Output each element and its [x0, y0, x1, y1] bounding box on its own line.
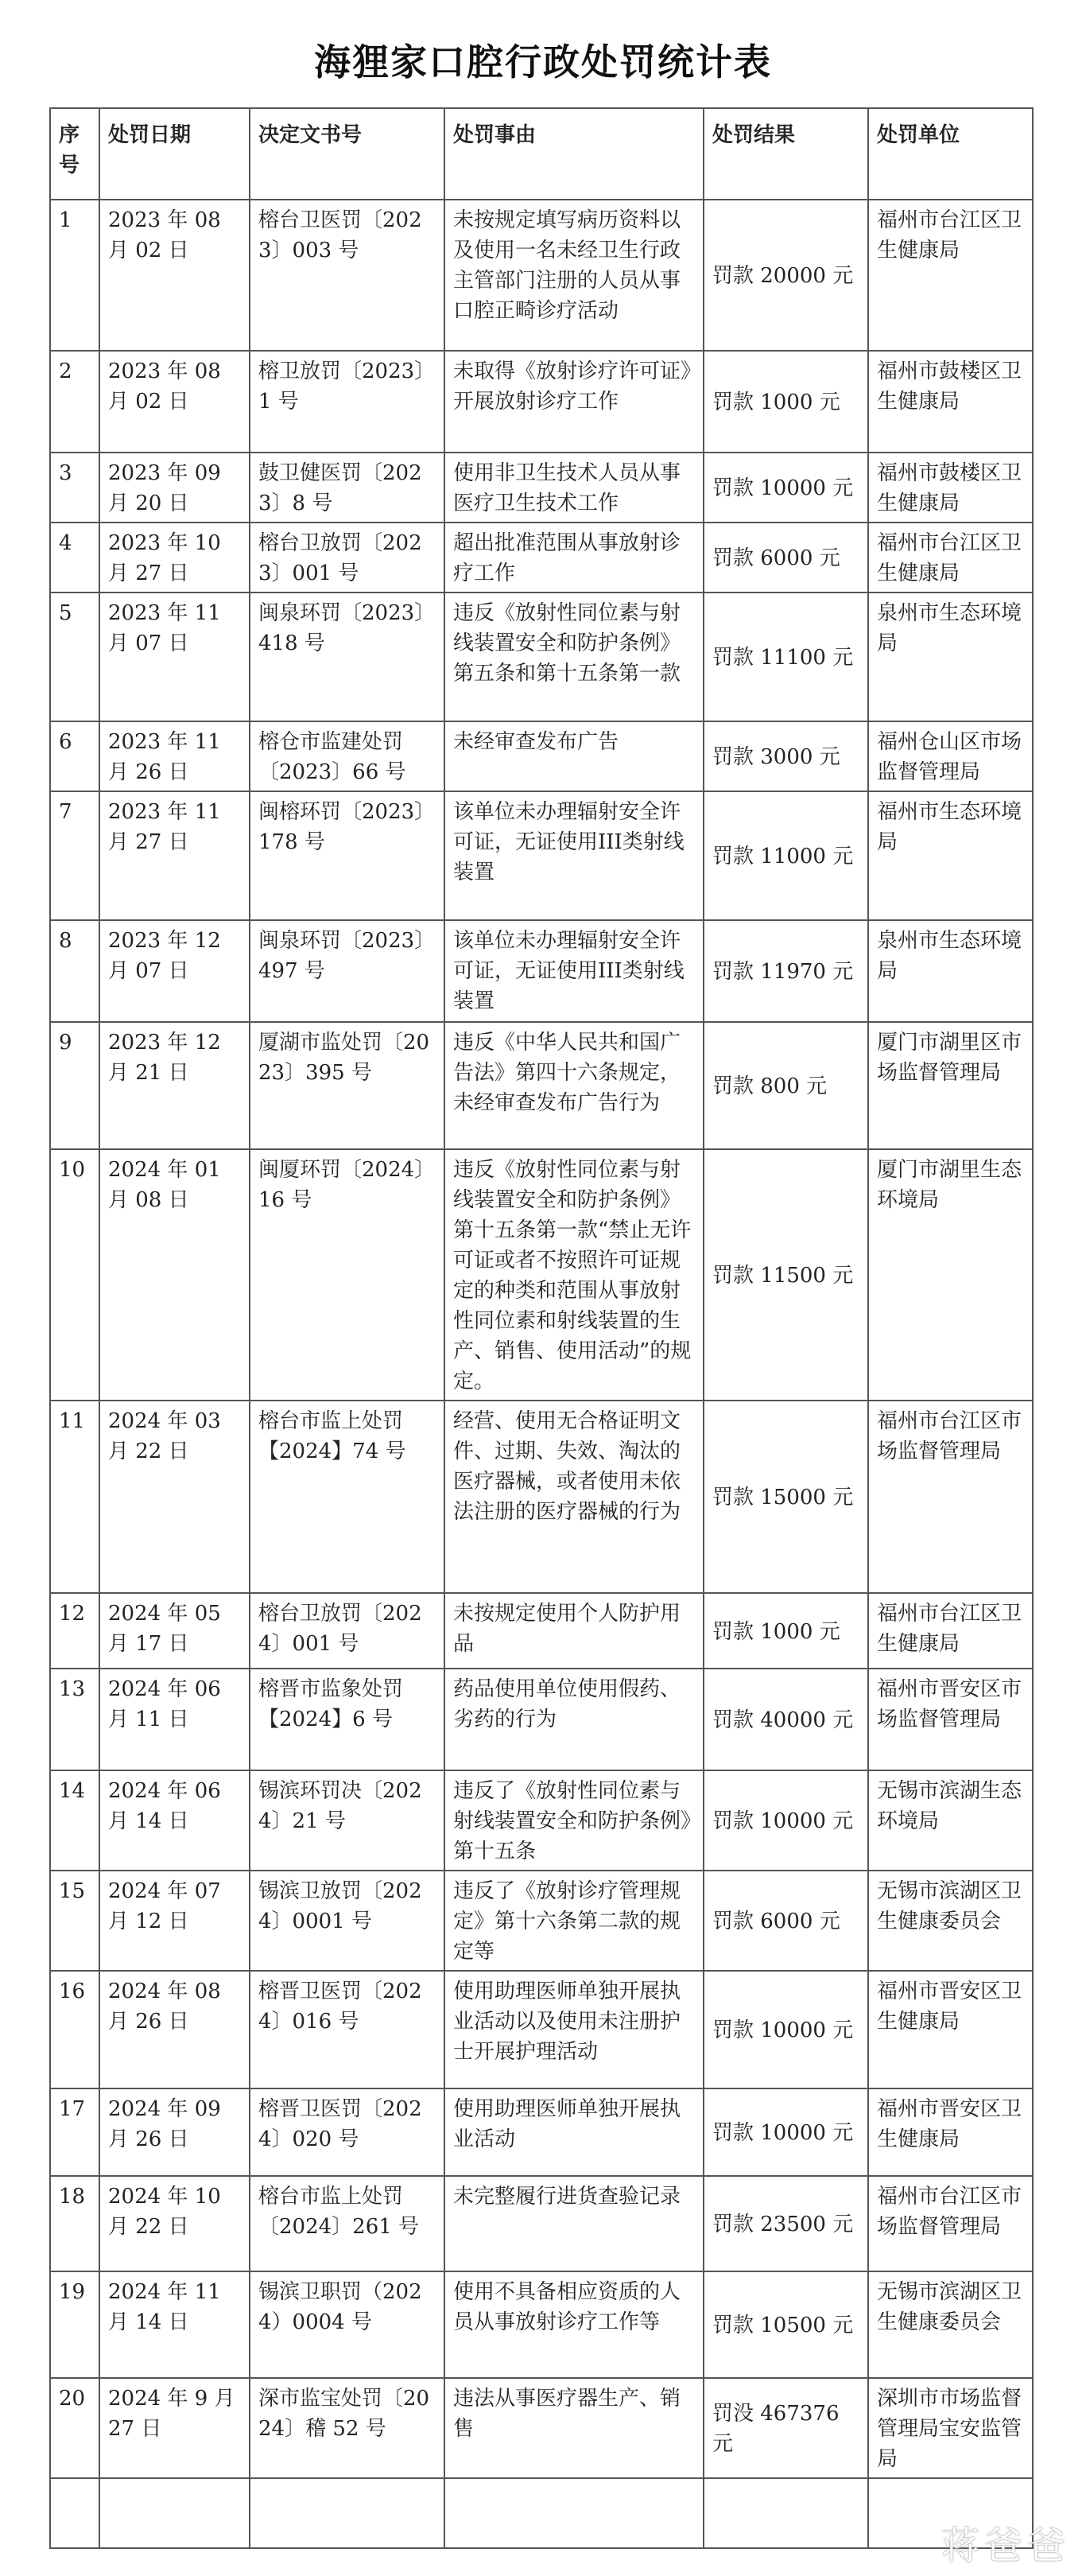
header-no: 序号 — [50, 108, 99, 200]
cell-doc: 闽榕环罚〔2023〕178 号 — [250, 791, 444, 920]
cell-reason: 未取得《放射诊疗许可证》开展放射诊疗工作 — [444, 351, 704, 453]
cell-result: 罚款 1000 元 — [704, 351, 868, 453]
table-row — [50, 453, 1033, 523]
cell-date: 2024 年 05 月 17 日 — [99, 1593, 250, 1669]
cell-unit: 福州市台江区卫生健康局 — [868, 200, 1033, 351]
cell-result: 罚款 11000 元 — [704, 791, 868, 920]
cell-date: 2024 年 01 月 08 日 — [99, 1149, 250, 1401]
cell-no: 16 — [50, 1971, 99, 2088]
table-row — [50, 1770, 1033, 1871]
cell-doc: 榕台卫放罚〔2023〕001 号 — [250, 523, 444, 593]
table-body — [50, 200, 1033, 2548]
cell-date: 2023 年 09 月 20 日 — [99, 453, 250, 523]
table-row — [50, 523, 1033, 593]
cell-unit: 无锡市滨湖区卫生健康委员会 — [868, 1871, 1033, 1971]
cell-unit: 无锡市滨湖生态环境局 — [868, 1770, 1033, 1871]
table-row — [50, 2271, 1033, 2378]
cell-date: 2024 年 03 月 22 日 — [99, 1401, 250, 1593]
cell-no: 7 — [50, 791, 99, 920]
cell-no: 10 — [50, 1149, 99, 1401]
cell-result: 罚款 11100 元 — [704, 593, 868, 721]
cell-reason: 未完整履行进货查验记录 — [444, 2176, 704, 2271]
cell-reason: 违反《中华人民共和国广告法》第四十六条规定，未经审查发布广告行为 — [444, 1022, 704, 1149]
page-title: 海狸家口腔行政处罚统计表 — [314, 41, 772, 84]
cell-date: 2023 年 08 月 02 日 — [99, 351, 250, 453]
watermark: 蒋爸爸 — [941, 2524, 1070, 2568]
header-date: 处罚日期 — [99, 108, 250, 200]
cell-date: 2023 年 08 月 02 日 — [99, 200, 250, 351]
cell-unit: 福州市生态环境局 — [868, 791, 1033, 920]
cell-result: 罚款 800 元 — [704, 1022, 868, 1149]
cell-reason: 未经审查发布广告 — [444, 721, 704, 791]
cell-no: 13 — [50, 1669, 99, 1770]
table-row — [50, 1022, 1033, 1149]
cell-unit: 福州市台江区卫生健康局 — [868, 523, 1033, 593]
cell-no: 17 — [50, 2088, 99, 2176]
table-row — [50, 593, 1033, 721]
cell-reason: 使用助理医师单独开展执业活动以及使用未注册护士开展护理活动 — [444, 1971, 704, 2088]
cell-no: 5 — [50, 593, 99, 721]
cell-doc: 厦湖市监处罚〔2023〕395 号 — [250, 1022, 444, 1149]
cell-result: 罚款 10000 元 — [704, 1971, 868, 2088]
cell-no: 12 — [50, 1593, 99, 1669]
cell-result: 罚款 23500 元 — [704, 2176, 868, 2271]
cell-reason: 该单位未办理辐射安全许可证，无证使用III类射线装置 — [444, 920, 704, 1022]
cell-date: 2023 年 12 月 07 日 — [99, 920, 250, 1022]
empty-row — [50, 2478, 1033, 2548]
table-row — [50, 1401, 1033, 1593]
cell-unit: 福州仓山区市场监督管理局 — [868, 721, 1033, 791]
cell-no: 20 — [50, 2378, 99, 2478]
cell-unit: 福州市晋安区卫生健康局 — [868, 2088, 1033, 2176]
cell-date: 2024 年 11 月 14 日 — [99, 2271, 250, 2378]
table-row — [50, 920, 1033, 1022]
table-row — [50, 1149, 1033, 1401]
cell-result: 罚款 10000 元 — [704, 453, 868, 523]
cell-doc: 锡滨环罚决〔2024〕21 号 — [250, 1770, 444, 1871]
cell-unit: 无锡市滨湖区卫生健康委员会 — [868, 2271, 1033, 2378]
cell-no: 18 — [50, 2176, 99, 2271]
header-result: 处罚结果 — [704, 108, 868, 200]
cell-doc: 闽泉环罚〔2023〕418 号 — [250, 593, 444, 721]
cell-date: 2024 年 06 月 14 日 — [99, 1770, 250, 1871]
cell-unit: 福州市鼓楼区卫生健康局 — [868, 351, 1033, 453]
penalty-table — [49, 107, 1034, 2549]
table-row — [50, 2088, 1033, 2176]
table-row — [50, 1669, 1033, 1770]
cell-result: 罚款 10000 元 — [704, 1770, 868, 1871]
cell-unit: 深圳市市场监督管理局宝安监管局 — [868, 2378, 1033, 2478]
cell-no: 4 — [50, 523, 99, 593]
cell-unit: 福州市晋安区市场监督管理局 — [868, 1669, 1033, 1770]
cell-reason: 该单位未办理辐射安全许可证，无证使用III类射线装置 — [444, 791, 704, 920]
cell-no: 15 — [50, 1871, 99, 1971]
cell-unit: 泉州市生态环境局 — [868, 593, 1033, 721]
cell-result: 罚款 10500 元 — [704, 2271, 868, 2378]
header-row — [50, 108, 1033, 200]
cell-unit: 泉州市生态环境局 — [868, 920, 1033, 1022]
table-row — [50, 791, 1033, 920]
cell-date: 2024 年 06 月 11 日 — [99, 1669, 250, 1770]
empty-cell — [99, 2478, 250, 2548]
cell-result: 罚款 10000 元 — [704, 2088, 868, 2176]
cell-no: 1 — [50, 200, 99, 351]
cell-result: 罚款 20000 元 — [704, 200, 868, 351]
cell-no: 9 — [50, 1022, 99, 1149]
table-row — [50, 721, 1033, 791]
cell-reason: 经营、使用无合格证明文件、过期、失效、淘汰的医疗器械，或者使用未依法注册的医疗器械的行为 — [444, 1401, 704, 1593]
empty-cell — [250, 2478, 444, 2548]
cell-doc: 榕晋卫医罚〔2024〕016 号 — [250, 1971, 444, 2088]
cell-doc: 榕台卫医罚〔2023〕003 号 — [250, 200, 444, 351]
cell-unit: 厦门市湖里生态环境局 — [868, 1149, 1033, 1401]
cell-doc: 锡滨卫放罚〔2024〕0001 号 — [250, 1871, 444, 1971]
header-reason: 处罚事由 — [444, 108, 704, 200]
cell-doc: 榕卫放罚〔2023〕1 号 — [250, 351, 444, 453]
cell-doc: 深市监宝处罚〔2024〕稽 52 号 — [250, 2378, 444, 2478]
table-row — [50, 200, 1033, 351]
cell-result: 罚款 6000 元 — [704, 523, 868, 593]
cell-date: 2024 年 07 月 12 日 — [99, 1871, 250, 1971]
table-row — [50, 2176, 1033, 2271]
cell-reason: 使用助理医师单独开展执业活动 — [444, 2088, 704, 2176]
cell-unit: 福州市台江区市场监督管理局 — [868, 1401, 1033, 1593]
cell-no: 8 — [50, 920, 99, 1022]
cell-reason: 未按规定使用个人防护用品 — [444, 1593, 704, 1669]
cell-reason: 违反《放射性同位素与射线装置安全和防护条例》第十五条第一款“禁止无许可证或者不按照许可证规定的种类和范围从事放射性同位素和射线装置的生产、销售、使用活动”的规定。 — [444, 1149, 704, 1401]
cell-no: 19 — [50, 2271, 99, 2378]
cell-reason: 违法从事医疗器生产、销售 — [444, 2378, 704, 2478]
cell-date: 2023 年 12 月 21 日 — [99, 1022, 250, 1149]
cell-result: 罚款 15000 元 — [704, 1401, 868, 1593]
cell-doc: 榕晋卫医罚〔2024〕020 号 — [250, 2088, 444, 2176]
cell-reason: 使用不具备相应资质的人员从事放射诊疗工作等 — [444, 2271, 704, 2378]
cell-no: 3 — [50, 453, 99, 523]
cell-reason: 药品使用单位使用假药、劣药的行为 — [444, 1669, 704, 1770]
cell-no: 6 — [50, 721, 99, 791]
cell-unit: 福州市台江区市场监督管理局 — [868, 2176, 1033, 2271]
cell-result: 罚款 3000 元 — [704, 721, 868, 791]
cell-doc: 榕台市监上处罚〔2024〕261 号 — [250, 2176, 444, 2271]
cell-doc: 榕台卫放罚〔2024〕001 号 — [250, 1593, 444, 1669]
cell-date: 2024 年 9 月 27 日 — [99, 2378, 250, 2478]
cell-date: 2023 年 11 月 07 日 — [99, 593, 250, 721]
table-row — [50, 1871, 1033, 1971]
cell-doc: 闽厦环罚〔2024〕16 号 — [250, 1149, 444, 1401]
cell-result: 罚款 11970 元 — [704, 920, 868, 1022]
cell-unit: 福州市鼓楼区卫生健康局 — [868, 453, 1033, 523]
cell-doc: 锡滨卫职罚（2024）0004 号 — [250, 2271, 444, 2378]
cell-date: 2024 年 09 月 26 日 — [99, 2088, 250, 2176]
cell-reason: 使用非卫生技术人员从事医疗卫生技术工作 — [444, 453, 704, 523]
cell-doc: 榕台市监上处罚【2024】74 号 — [250, 1401, 444, 1593]
cell-date: 2024 年 08 月 26 日 — [99, 1971, 250, 2088]
cell-reason: 违反了《放射性同位素与射线装置安全和防护条例》第十五条 — [444, 1770, 704, 1871]
cell-doc: 榕晋市监象处罚【2024】6 号 — [250, 1669, 444, 1770]
cell-doc: 鼓卫健医罚〔2023〕8 号 — [250, 453, 444, 523]
cell-doc: 闽泉环罚〔2023〕497 号 — [250, 920, 444, 1022]
cell-result: 罚款 40000 元 — [704, 1669, 868, 1770]
cell-no: 2 — [50, 351, 99, 453]
cell-date: 2023 年 11 月 27 日 — [99, 791, 250, 920]
empty-cell — [444, 2478, 704, 2548]
cell-date: 2024 年 10 月 22 日 — [99, 2176, 250, 2271]
table-row — [50, 351, 1033, 453]
cell-unit: 福州市晋安区卫生健康局 — [868, 1971, 1033, 2088]
cell-date: 2023 年 11 月 26 日 — [99, 721, 250, 791]
cell-reason: 超出批准范围从事放射诊疗工作 — [444, 523, 704, 593]
table-row — [50, 1971, 1033, 2088]
cell-result: 罚款 11500 元 — [704, 1149, 868, 1401]
cell-date: 2023 年 10 月 27 日 — [99, 523, 250, 593]
cell-reason: 未按规定填写病历资料以及使用一名未经卫生行政主管部门注册的人员从事口腔正畸诊疗活动 — [444, 200, 704, 351]
cell-doc: 榕仓市监建处罚〔2023〕66 号 — [250, 721, 444, 791]
header-unit: 处罚单位 — [868, 108, 1033, 200]
header-doc: 决定文书号 — [250, 108, 444, 200]
table-row — [50, 2378, 1033, 2478]
cell-unit: 福州市台江区卫生健康局 — [868, 1593, 1033, 1669]
empty-cell — [704, 2478, 868, 2548]
cell-unit: 厦门市湖里区市场监督管理局 — [868, 1022, 1033, 1149]
empty-cell — [50, 2478, 99, 2548]
cell-reason: 违反《放射性同位素与射线装置安全和防护条例》第五条和第十五条第一款 — [444, 593, 704, 721]
cell-result: 罚款 1000 元 — [704, 1593, 868, 1669]
cell-reason: 违反了《放射诊疗管理规定》第十六条第二款的规定等 — [444, 1871, 704, 1971]
cell-result: 罚没 467376 元 — [704, 2378, 868, 2478]
cell-no: 14 — [50, 1770, 99, 1871]
table-row — [50, 1593, 1033, 1669]
cell-no: 11 — [50, 1401, 99, 1593]
cell-result: 罚款 6000 元 — [704, 1871, 868, 1971]
